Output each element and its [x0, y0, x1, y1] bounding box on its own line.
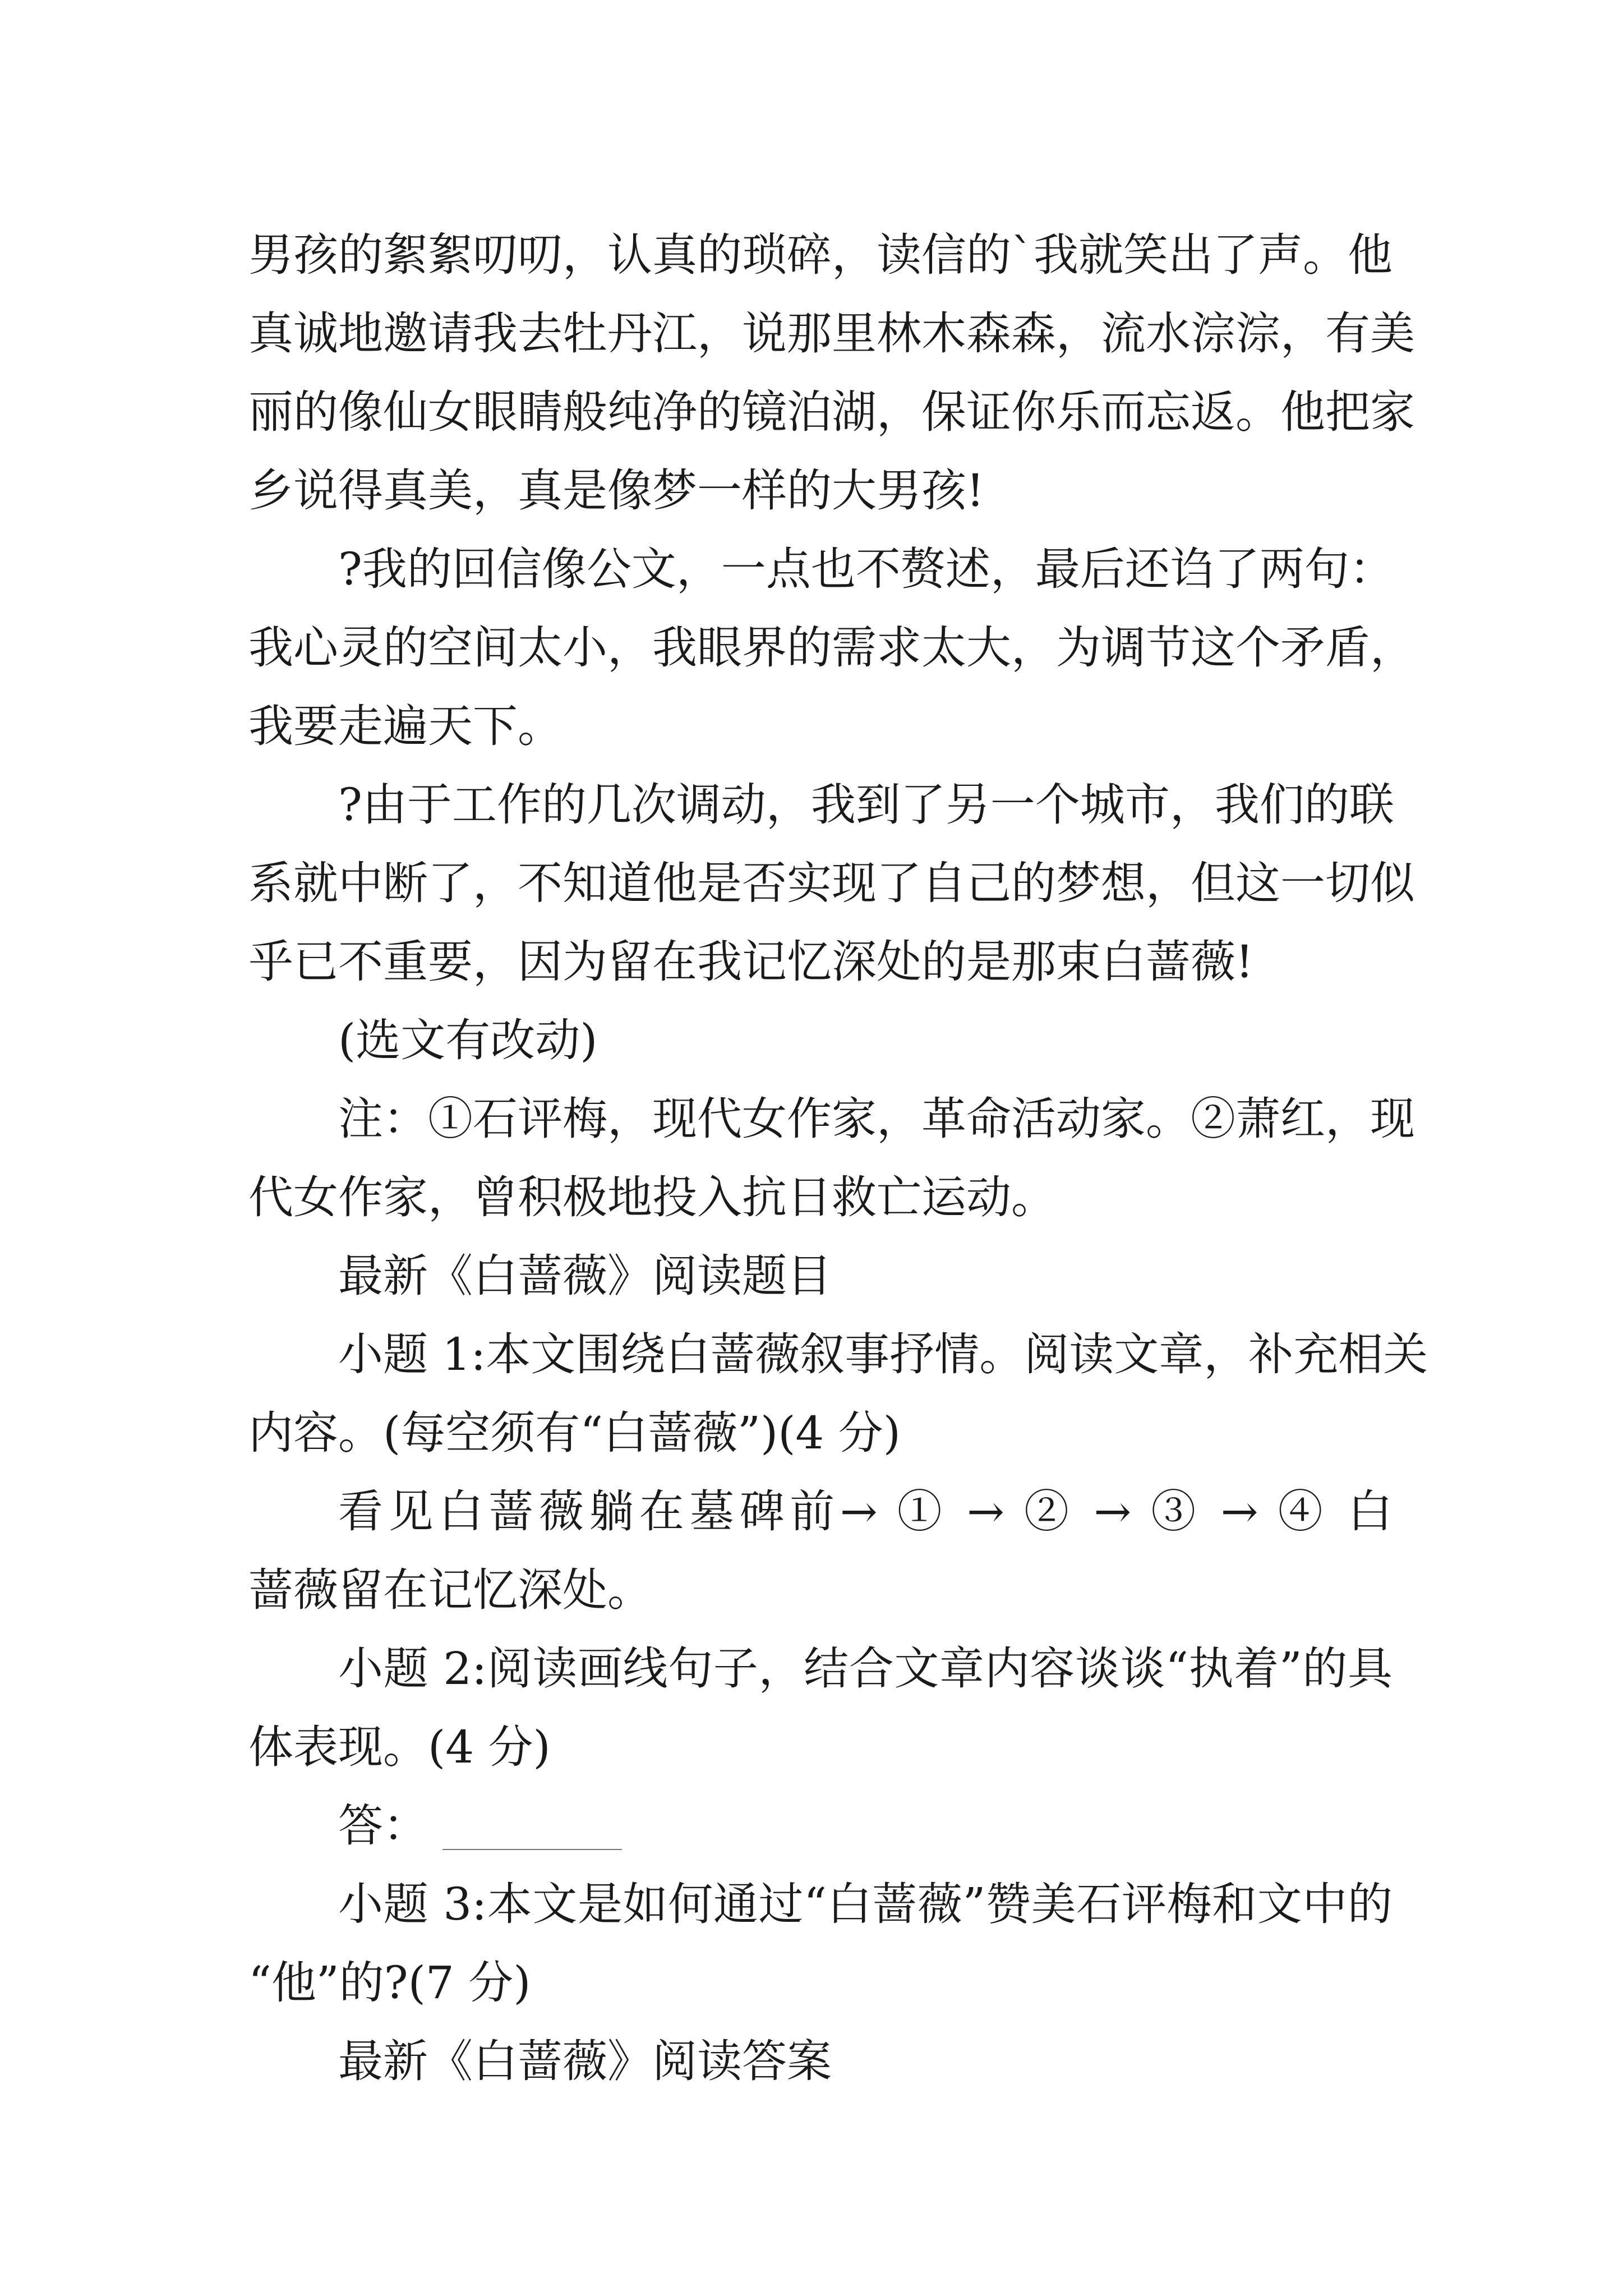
- text-line: 真诚地邀请我去牡丹江，说那里林木森森，流水淙淙，有美: [248, 307, 1415, 360]
- answer-blank: [442, 1849, 622, 1850]
- answer-line: [338, 1787, 622, 1865]
- question-1-sequence-end: 蔷薇留在记忆深处。: [248, 1564, 652, 1616]
- text-line: 乎已不重要，因为留在我记忆深处的是那束白蔷薇!: [248, 936, 1254, 988]
- answer-label: 答：: [338, 1800, 428, 1852]
- footnote-line: 注：①石评梅，现代女作家，革命活动家。②萧红，现: [338, 1093, 1415, 1145]
- question-2: 小题 2:阅读画线句子，结合文章内容谈谈“执着”的具: [338, 1642, 1393, 1695]
- text-line: 男孩的絮絮叨叨，认真的琐碎，读信的`我就笑出了声。他: [248, 229, 1393, 281]
- question-1-sequence: 看见白蔷薇躺在墓碑前→ ① → ② → ③ → ④ 白: [338, 1485, 1393, 1538]
- text-line: 乡说得真美，真是像梦一样的大男孩!: [248, 464, 985, 517]
- paragraph-first-line: ?我的回信像公文，一点也不赘述，最后还诌了两句：: [338, 543, 1394, 595]
- source-note: (选文有改动): [338, 1014, 598, 1066]
- question-1-continued: 内容。(每空须有“白蔷薇”)(4 分): [248, 1407, 901, 1459]
- paragraph-first-line: ?由于工作的几次调动，我到了另一个城市，我们的联: [338, 779, 1394, 831]
- question-3-continued: “他”的?(7 分): [248, 1957, 531, 2009]
- section-heading-answers: 最新《白蔷薇》阅读答案: [338, 2035, 832, 2087]
- question-3: 小题 3:本文是如何通过“白蔷薇”赞美石评梅和文中的: [338, 1878, 1393, 1930]
- text-line: 系就中断了，不知道他是否实现了自己的梦想，但这一切似: [248, 857, 1415, 909]
- question-2-continued: 体表现。(4 分): [248, 1721, 551, 1773]
- footnote-line: 代女作家，曾积极地投入抗日救亡运动。: [248, 1171, 1056, 1223]
- section-heading-questions: 最新《白蔷薇》阅读题目: [338, 1250, 832, 1302]
- question-1: 小题 1:本文围绕白蔷薇叙事抒情。阅读文章，补充相关: [338, 1328, 1428, 1381]
- text-line: 我要走遍天下。: [248, 700, 562, 752]
- text-line: 丽的像仙女眼睛般纯净的镜泊湖，保证你乐而忘返。他把家: [248, 386, 1415, 438]
- text-line: 我心灵的空间太小，我眼界的需求太大，为调节这个矛盾，: [248, 622, 1415, 674]
